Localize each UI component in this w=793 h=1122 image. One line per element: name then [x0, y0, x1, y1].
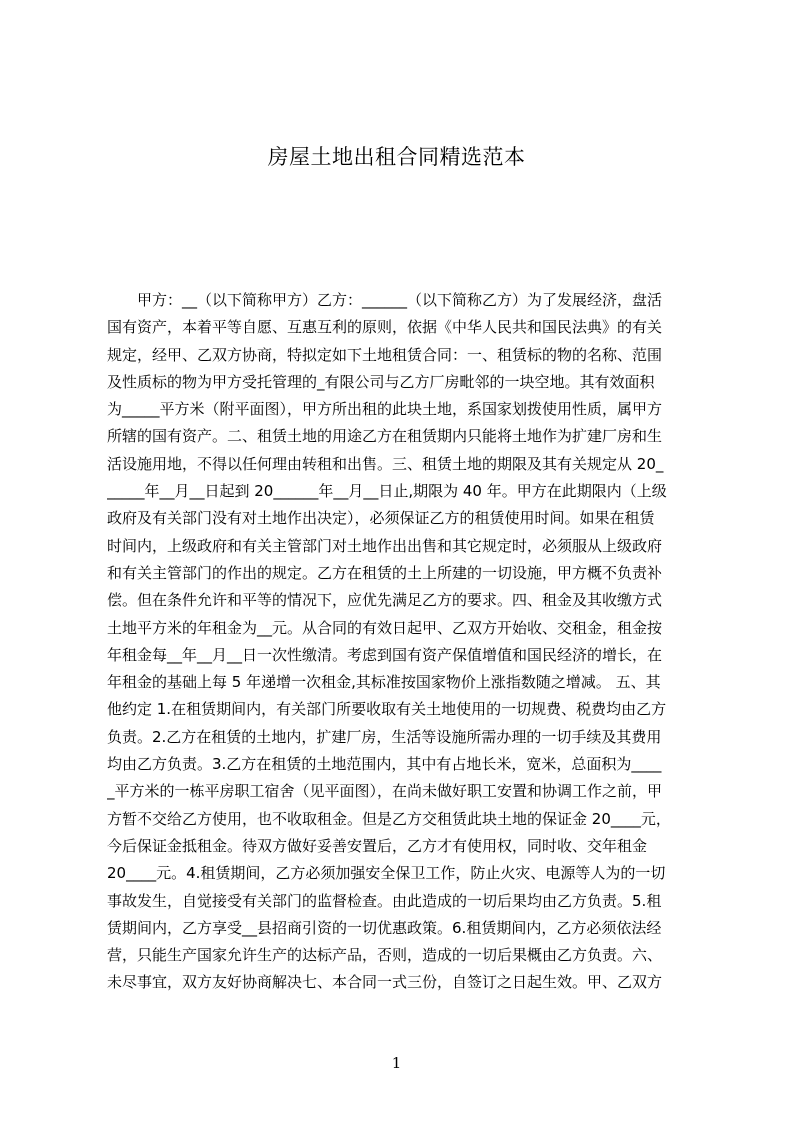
body-line: 及性质标的物为甲方受托管理的_有限公司与乙方厂房毗邻的一块空地。其有效面积	[107, 372, 655, 391]
body-line: 所辖的国有资产。二、租赁土地的用途乙方在租赁期内只能将土地作为扩建厂房和生	[107, 427, 663, 446]
body-line: 年租金的基础上每 5 年递增一次租金,其标准按国家物价上涨指数随之增减。 五、其	[107, 673, 661, 692]
body-line: 事故发生，自觉接受有关部门的监督检查。由此造成的一切后果均由乙方负责。5.租	[107, 891, 662, 910]
body-line: 负责。2.乙方在租赁的土地内，扩建厂房，生活等设施所需办理的一切手续及其费用	[107, 727, 662, 746]
body-line: 时间内，上级政府和有关主管部门对土地作出出售和其它规定时，必须服从上级政府	[107, 536, 663, 555]
contract-body	[107, 287, 707, 997]
body-line: _____年__月__日起到 20______年__月__日止,期限为 40 年。甲方在此期限内（上级	[107, 482, 667, 501]
body-line: 营，只能生产国家允许生产的达标产品，否则，造成的一切后果概由乙方负责。六、	[107, 946, 663, 965]
body-line: 规定，经甲、乙双方协商，特拟定如下土地租赁合同：一、租赁标的物的名称、范围	[107, 345, 663, 364]
body-line: 活设施用地，不得以任何理由转租和出售。三、租赁土地的期限及其有关规定从 20_	[107, 454, 664, 473]
document-title: 房屋土地出租合同精选范本	[267, 145, 526, 169]
body-line: 甲方：__（以下简称甲方）乙方：______（以下简称乙方）为了发展经济，盘活	[107, 291, 663, 309]
body-line: 他约定 1.在租赁期间内，有关部门所要收取有关土地使用的一切规费、税费均由乙方	[107, 700, 667, 719]
body-line: 赁期间内，乙方享受__县招商引资的一切优惠政策。6.租赁期间内，乙方必须依法经	[107, 918, 662, 937]
body-line: 未尽事宜，双方友好协商解决七、本合同一式三份，自签订之日起生效。甲、乙双方	[107, 973, 663, 992]
body-line: 为_____平方米（附平面图），甲方所出租的此块土地，系国家划拨使用性质，属甲方	[107, 400, 663, 419]
body-line: _平方米的一栋平房职工宿舍（见平面图），在尚未做好职工安置和协调工作之前，甲	[107, 782, 663, 801]
body-line: 和有关主管部门的作出的规定。乙方在租赁的土上所建的一切设施，甲方概不负责补	[107, 563, 663, 582]
page-number: 1	[391, 1054, 402, 1072]
body-line: 偿。但在条件允许和平等的情况下，应优先满足乙方的要求。四、租金及其收缴方式	[107, 591, 663, 610]
body-line: 今后保证金抵租金。待双方做好妥善安置后，乙方才有使用权，同时收、交年租金	[107, 836, 648, 855]
body-line: 20____元。4.租赁期间，乙方必须加强安全保卫工作，防止火灾、电源等人为的一切	[107, 864, 666, 883]
body-line: 方暂不交给乙方使用，也不收取租金。但是乙方交租赁此块土地的保证金 20____元，	[107, 809, 671, 828]
body-line: 政府及有关部门没有对土地作出决定），必须保证乙方的租赁使用时间。如果在租赁	[107, 509, 655, 528]
body-line: 国有资产，本着平等自愿、互惠互利的原则，依据《中华人民共和国民法典》的有关	[107, 318, 663, 337]
body-line: 均由乙方负责。3.乙方在租赁的土地范围内，其中有占地长米，宽米，总面积为____	[107, 755, 662, 774]
body-line: 年租金每__年__月__日一次性缴清。考虑到国有资产保值增值和国民经济的增长，在	[107, 645, 663, 664]
body-line: 土地平方米的年租金为__元。从合同的有效日起甲、乙双方开始收、交租金，租金按	[107, 618, 663, 637]
